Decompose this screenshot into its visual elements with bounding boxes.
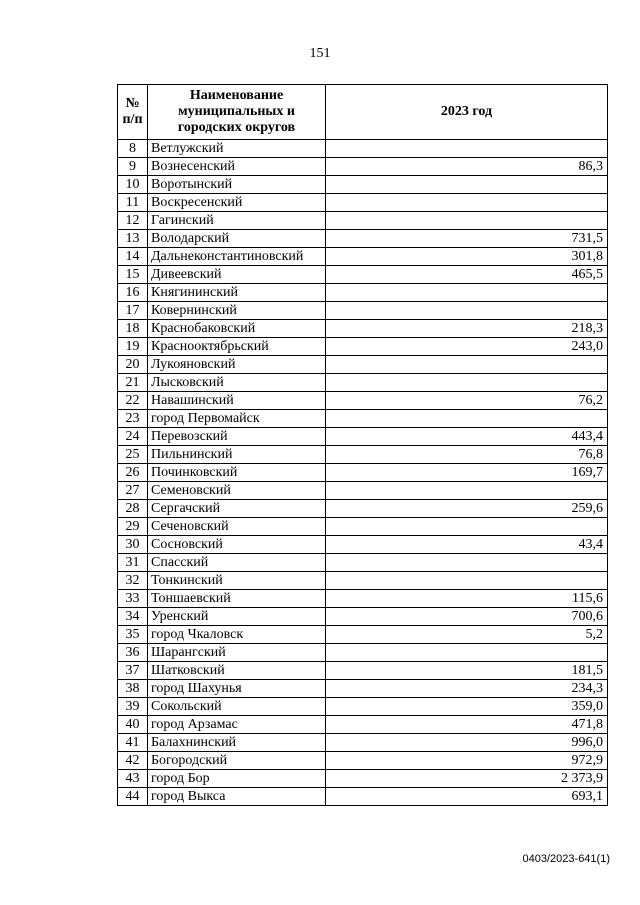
header-name: Наименование муниципальных и городских округов (148, 85, 326, 140)
table-row (118, 680, 608, 698)
row-number: 33 (118, 590, 148, 608)
row-number: 10 (118, 176, 148, 194)
row-name: город Чкаловск (148, 626, 326, 644)
row-value: 471,8 (326, 716, 608, 734)
row-number: 25 (118, 446, 148, 464)
row-value: 443,4 (326, 428, 608, 446)
row-name: город Шахунья (148, 680, 326, 698)
row-value (326, 410, 608, 428)
row-number: 20 (118, 356, 148, 374)
row-value (326, 194, 608, 212)
row-name: Ветлужский (148, 140, 326, 158)
table-header-row (118, 85, 608, 140)
row-number: 42 (118, 752, 148, 770)
table-row (118, 212, 608, 230)
row-value: 731,5 (326, 230, 608, 248)
row-name: Семеновский (148, 482, 326, 500)
row-name: Шатковский (148, 662, 326, 680)
row-value: 218,3 (326, 320, 608, 338)
row-name: город Арзамас (148, 716, 326, 734)
table-row (118, 752, 608, 770)
table-row (118, 248, 608, 266)
table-row (118, 716, 608, 734)
document-code: 0403/2023-641(1) (522, 853, 610, 865)
row-value: 2 373,9 (326, 770, 608, 788)
row-value (326, 284, 608, 302)
row-name: Володарский (148, 230, 326, 248)
table-row (118, 284, 608, 302)
row-value (326, 302, 608, 320)
row-number: 28 (118, 500, 148, 518)
table-row (118, 572, 608, 590)
row-name: Балахнинский (148, 734, 326, 752)
row-name: Навашинский (148, 392, 326, 410)
row-value (326, 212, 608, 230)
table-row (118, 536, 608, 554)
table-row (118, 446, 608, 464)
table-body (118, 140, 608, 806)
row-value: 972,9 (326, 752, 608, 770)
table-row (118, 140, 608, 158)
row-number: 24 (118, 428, 148, 446)
row-name: Дальнеконстантиновский (148, 248, 326, 266)
row-number: 9 (118, 158, 148, 176)
row-value: 234,3 (326, 680, 608, 698)
row-name: Воротынский (148, 176, 326, 194)
row-name: город Первомайск (148, 410, 326, 428)
row-value (326, 140, 608, 158)
row-number: 40 (118, 716, 148, 734)
row-value: 115,6 (326, 590, 608, 608)
row-value: 76,2 (326, 392, 608, 410)
row-name: Краснобаковский (148, 320, 326, 338)
table-row (118, 644, 608, 662)
row-value (326, 554, 608, 572)
row-name: Сергачский (148, 500, 326, 518)
table-row (118, 554, 608, 572)
row-number: 18 (118, 320, 148, 338)
page-number: 151 (309, 46, 331, 61)
row-number: 17 (118, 302, 148, 320)
row-value (326, 356, 608, 374)
row-value: 169,7 (326, 464, 608, 482)
row-value: 181,5 (326, 662, 608, 680)
row-name: Шарангский (148, 644, 326, 662)
row-number: 12 (118, 212, 148, 230)
header-year: 2023 год (326, 85, 608, 140)
table-row (118, 482, 608, 500)
table-row (118, 158, 608, 176)
row-value: 5,2 (326, 626, 608, 644)
table-row (118, 374, 608, 392)
row-name: Перевозский (148, 428, 326, 446)
row-number: 14 (118, 248, 148, 266)
row-number: 29 (118, 518, 148, 536)
table-row (118, 338, 608, 356)
row-name: город Бор (148, 770, 326, 788)
row-name: Гагинский (148, 212, 326, 230)
row-value (326, 518, 608, 536)
row-name: Богородский (148, 752, 326, 770)
row-name: Тоншаевский (148, 590, 326, 608)
row-name: Княгининский (148, 284, 326, 302)
row-name: Сеченовский (148, 518, 326, 536)
header-num: № п/п (118, 85, 148, 140)
table-row (118, 734, 608, 752)
row-number: 23 (118, 410, 148, 428)
row-name: Вознесенский (148, 158, 326, 176)
row-value: 465,5 (326, 266, 608, 284)
row-number: 31 (118, 554, 148, 572)
row-number: 36 (118, 644, 148, 662)
row-number: 26 (118, 464, 148, 482)
table-row (118, 194, 608, 212)
row-value: 86,3 (326, 158, 608, 176)
row-value: 700,6 (326, 608, 608, 626)
row-number: 37 (118, 662, 148, 680)
table-row (118, 428, 608, 446)
row-number: 19 (118, 338, 148, 356)
row-value: 43,4 (326, 536, 608, 554)
table-row (118, 518, 608, 536)
row-number: 34 (118, 608, 148, 626)
row-name: Починковский (148, 464, 326, 482)
row-value (326, 176, 608, 194)
row-value: 76,8 (326, 446, 608, 464)
row-value (326, 374, 608, 392)
row-name: Лукояновский (148, 356, 326, 374)
table-row (118, 662, 608, 680)
row-number: 13 (118, 230, 148, 248)
row-number: 39 (118, 698, 148, 716)
row-value: 359,0 (326, 698, 608, 716)
row-name: Краснооктябрьский (148, 338, 326, 356)
row-number: 15 (118, 266, 148, 284)
table-row (118, 626, 608, 644)
table-row (118, 788, 608, 806)
row-name: Ковернинский (148, 302, 326, 320)
table-row (118, 410, 608, 428)
row-value: 996,0 (326, 734, 608, 752)
row-value: 693,1 (326, 788, 608, 806)
row-name: Сосновский (148, 536, 326, 554)
row-value: 259,6 (326, 500, 608, 518)
row-value: 243,0 (326, 338, 608, 356)
row-name: Сокольский (148, 698, 326, 716)
table-row (118, 608, 608, 626)
row-number: 27 (118, 482, 148, 500)
row-number: 11 (118, 194, 148, 212)
table-row (118, 176, 608, 194)
row-value (326, 482, 608, 500)
row-name: Пильнинский (148, 446, 326, 464)
table-row (118, 266, 608, 284)
row-number: 22 (118, 392, 148, 410)
row-value (326, 572, 608, 590)
table-row (118, 320, 608, 338)
table-row (118, 302, 608, 320)
row-name: Спасский (148, 554, 326, 572)
table-row (118, 590, 608, 608)
table-row (118, 698, 608, 716)
row-name: Воскресенский (148, 194, 326, 212)
row-name: Лысковский (148, 374, 326, 392)
row-number: 38 (118, 680, 148, 698)
row-number: 21 (118, 374, 148, 392)
data-table (117, 84, 608, 806)
row-name: Дивеевский (148, 266, 326, 284)
row-name: город Выкса (148, 788, 326, 806)
row-name: Тонкинский (148, 572, 326, 590)
row-number: 35 (118, 626, 148, 644)
row-number: 8 (118, 140, 148, 158)
row-number: 43 (118, 770, 148, 788)
table-row (118, 500, 608, 518)
row-name: Уренский (148, 608, 326, 626)
row-value (326, 644, 608, 662)
row-value: 301,8 (326, 248, 608, 266)
table-row (118, 230, 608, 248)
table-row (118, 464, 608, 482)
row-number: 30 (118, 536, 148, 554)
table-row (118, 770, 608, 788)
row-number: 41 (118, 734, 148, 752)
row-number: 44 (118, 788, 148, 806)
table-row (118, 392, 608, 410)
row-number: 32 (118, 572, 148, 590)
table-row (118, 356, 608, 374)
row-number: 16 (118, 284, 148, 302)
